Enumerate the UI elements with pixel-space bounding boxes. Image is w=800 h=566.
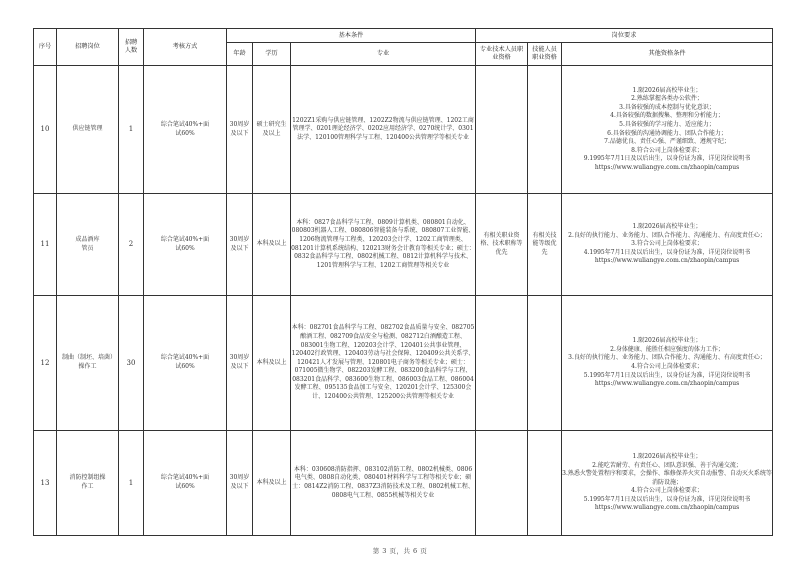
- major-cell: 本科：0827食品科学与工程、0809计算机类、080801自动化、080803机器人工程、080806智能装备与系统、080807工业智能、1206物流管理与工程类、120203会计学、1202工商管理类、081201计算机系统结构、120213财务会计教育等相关专业；硕士：0832食品科学与工程、0802机械工程、0812计算机科学与技术、1201管理科学与工程、1202工商管理等相关专业: [291, 194, 476, 296]
- position-cell: 制曲（制坯、培菌）操作工: [57, 296, 119, 431]
- tech-qualification-cell: [476, 66, 528, 194]
- other-requirements-cell: 1.限2026届高校毕业生； 2.身体健康、能胜任相应强度的体力工作； 3.良好的执行能力、业务能力、团队合作能力、沟通能力、有高度责任心； 4.符合公司上岗体检要求； 5.1995年7月1日及以后出生，以身份证为准，详见岗位说明书 https://www.wuliangye.com.cn/zhaopin/campus: [562, 296, 773, 431]
- seq-cell: 11: [34, 194, 57, 296]
- tech-qualification-cell: [476, 431, 528, 536]
- age-cell: 30周岁及以下: [227, 194, 253, 296]
- skill-qualification-cell: 有相关技能等级优先: [528, 194, 562, 296]
- major-cell: 本科：030608消防指挥、083102消防工程、0802机械类、0806电气类、0808自动化类、080401材料科学与工程等相关专业；硕士：0814Z2消防工程、0837Z3消防技术及工程、0802机械工程、0808电气工程、0855机械等相关专业: [291, 431, 476, 536]
- header-tech-qualification: 专业技术人员职业资格: [476, 43, 528, 66]
- position-cell: 供应链管理: [57, 66, 119, 194]
- assessment-cell: 综合笔试40%+面试60%: [144, 194, 227, 296]
- header-count: 招聘人数: [119, 29, 144, 66]
- skill-qualification-cell: [528, 296, 562, 431]
- age-cell: 30周岁及以下: [227, 296, 253, 431]
- header-major: 专业: [291, 43, 476, 66]
- job-description-link[interactable]: https://www.wuliangye.com.cn/zhaopin/campus: [594, 163, 740, 171]
- position-cell: 消防控制组操作工: [57, 431, 119, 536]
- count-cell: 2: [119, 194, 144, 296]
- skill-qualification-cell: [528, 66, 562, 194]
- count-cell: 1: [119, 66, 144, 194]
- count-cell: 30: [119, 296, 144, 431]
- table-row: [34, 296, 773, 431]
- tech-qualification-cell: 有相关职业资格、技术职称等优先: [476, 194, 528, 296]
- table-row: [34, 194, 773, 296]
- seq-cell: 10: [34, 66, 57, 194]
- header-position: 招聘岗位: [57, 29, 119, 66]
- education-cell: 硕士研究生及以上: [253, 66, 291, 194]
- recruitment-table: [33, 28, 773, 536]
- assessment-cell: 综合笔试40%+面试60%: [144, 66, 227, 194]
- seq-cell: 12: [34, 296, 57, 431]
- header-basic-conditions: 基本条件: [227, 29, 476, 43]
- job-description-link[interactable]: https://www.wuliangye.com.cn/zhaopin/campus: [594, 257, 740, 265]
- header-skill-qualification: 技能人员职业资格: [528, 43, 562, 66]
- major-cell: 1202Z1采购与供应链管理、1202Z2物流与供应链管理、1202工商管理学、0201理论经济学、0202应用经济学、0270统计学、0301法学、120100管理科学与工程、120400公共管理学等相关专业: [291, 66, 476, 194]
- other-requirements-cell: 1.限2026届高校毕业生； 2.熟练掌握各类办公软件； 3.具备较强的成本控制与优化意识； 4.具备较强的数据搜集、整理和分析能力； 5.具备较强的学习能力、适应能力； 6.具备较强的沟通协调能力、团队合作能力； 7.品德优良、责任心强、严谨细致、遵规守纪； 8.符合公司上岗体检要求； 9.1995年7月1日及以后出生，以身份证为准，详见岗位说明书 https://www.wuliangye.com.cn/zhaopin/campus: [562, 66, 773, 194]
- tech-qualification-cell: [476, 296, 528, 431]
- page-number-footer: 第 3 页，共 6 页: [372, 547, 428, 555]
- table-row: [34, 66, 773, 194]
- other-requirements-cell: 1.限2026届高校毕业生； 2.良好的执行能力、业务能力、团队合作能力、沟通能力、有高度责任心； 3.符合公司上岗体检要求； 4.1995年7月1日及以后出生，以身份证为准，详见岗位说明书 https://www.wuliangye.com.cn/zhaopin/campus: [562, 194, 773, 296]
- education-cell: 本科及以上: [253, 296, 291, 431]
- seq-cell: 13: [34, 431, 57, 536]
- header-seq: 序号: [34, 29, 57, 66]
- age-cell: 30周岁及以下: [227, 431, 253, 536]
- header-education: 学历: [253, 43, 291, 66]
- header-age: 年龄: [227, 43, 253, 66]
- header-position-requirements: 岗位要求: [476, 29, 773, 43]
- position-cell: 成品酒库管员: [57, 194, 119, 296]
- other-requirements-cell: 1.限2026届高校毕业生； 2.能吃苦耐劳、有责任心、团队意识强、善于沟通交流； 3.熟悉火警处置程序和要求，会操作、维修保养火灾自动报警、自动灭火系统等消防设施； 4.符合公司上岗体检要求； 5.1995年7月1日及以后出生，以身份证为准，详见岗位说明书 https://www.wuliangye.com.cn/zhaopin/campus: [562, 431, 773, 536]
- count-cell: 1: [119, 431, 144, 536]
- education-cell: 本科及以上: [253, 431, 291, 536]
- age-cell: 30周岁及以下: [227, 66, 253, 194]
- job-description-link[interactable]: https://www.wuliangye.com.cn/zhaopin/campus: [594, 380, 740, 388]
- major-cell: 本科：082701食品科学与工程、082702食品质量与安全、082705酿酒工程、082709食品安全与检测、082712白酒酿造工程、083001生物工程、120203会计学、120401公共事业管理、120402行政管理、120403劳动与社会保障、120409公共关系学、120421人才发展与管理、120801电子商务等相关专业；硕士：071005微生物学、082203发酵工程、083200食品科学与工程、083201食品科学、083600生物工程、086003食品工程、086004发酵工程、095135食品加工与安全、120201会计学、125300会计、120400公共管理、125200公共管理等相关专业: [291, 296, 476, 431]
- table-row: [34, 431, 773, 536]
- header-assessment: 考核方式: [144, 29, 227, 66]
- education-cell: 本科及以上: [253, 194, 291, 296]
- job-description-link[interactable]: https://www.wuliangye.com.cn/zhaopin/campus: [594, 504, 740, 512]
- assessment-cell: 综合笔试40%+面试60%: [144, 431, 227, 536]
- assessment-cell: 综合笔试40%+面试60%: [144, 296, 227, 431]
- header-other-requirements: 其他资格条件: [562, 43, 773, 66]
- skill-qualification-cell: [528, 431, 562, 536]
